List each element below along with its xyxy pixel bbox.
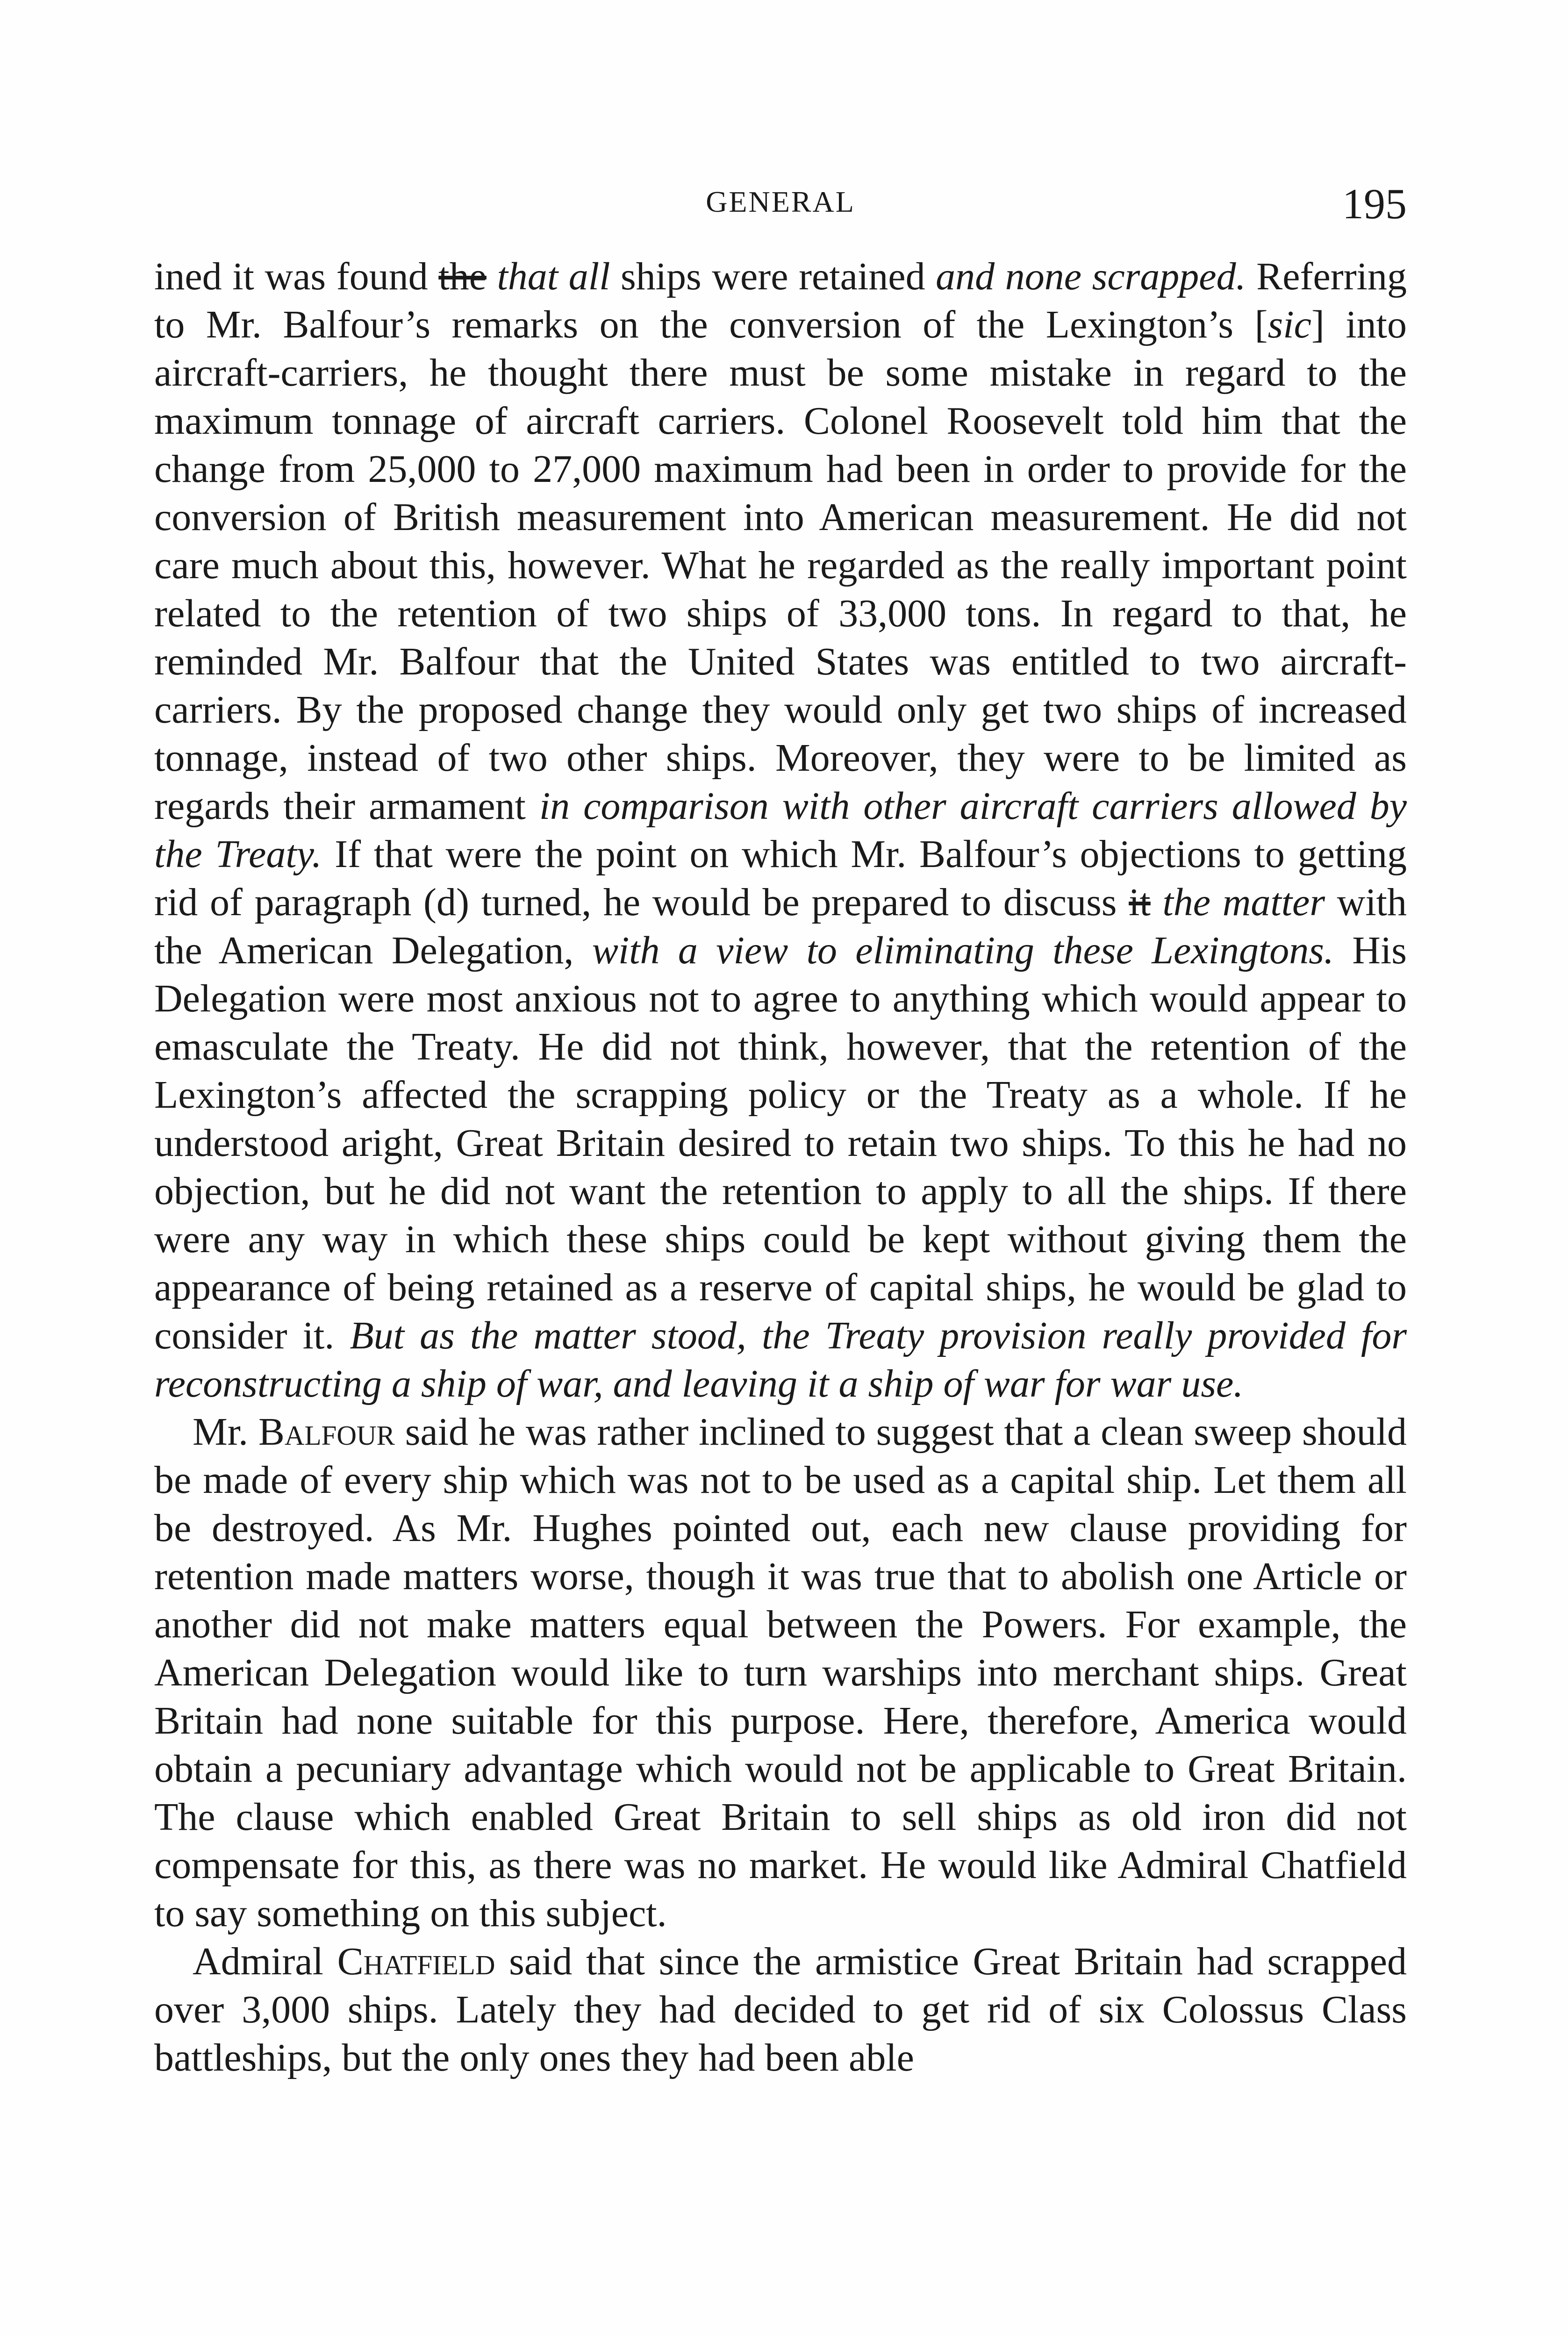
page-number: 195 (1342, 180, 1407, 228)
running-head (154, 180, 1407, 231)
text-run: ] into aircraft-carriers, he thought there must be some mistake in regard to the maximum tonnage of aircraft carriers. Colonel Roosevelt told him that the change from 25,000 to 27,000 maximum had been in order to provide for the conversion of British measurement into American measurement. He did not care much about this, however. What he regarded as the really important point related to the retention of two ships of 33,000 tons. In regard to that, he reminded Mr. Balfour that the United States was entitled to two aircraft-carriers. By the proposed change they would only get two ships of increased tonnage, instead of two other ships. Moreover, they were to be limited as regards their armament (154, 303, 1407, 828)
italic-text: and none scrapped. (936, 255, 1246, 298)
text-run: Referring to Mr. Balfour’s remarks on the conversion of the Lexington’s [ (154, 255, 1407, 346)
text-run: ships were retained (610, 255, 936, 298)
paragraph (154, 1408, 1407, 1937)
text-run: ined it was found (154, 255, 439, 298)
body-text (154, 252, 1407, 2082)
struck-text: it (1129, 881, 1151, 924)
running-title: GENERAL (706, 185, 855, 218)
text-run (487, 255, 497, 298)
struck-text: the (438, 255, 487, 298)
italic-text: with a view to eliminating these Lexingtons. (592, 929, 1334, 972)
paragraph (154, 252, 1407, 1408)
speaker-name: Balfour (258, 1410, 395, 1454)
italic-text: that all (497, 255, 610, 298)
text-run: with the American Delegation, (154, 881, 1407, 972)
speaker-name: Chatfield (337, 1940, 495, 1983)
text-run: His Delegation were most anxious not to agree to anything which would appear to emasculate the Treaty. He did not think, however, that the retention of the Lexington’s affected the scrapping policy or the Treaty as a whole. If he understood aright, Great Britain desired to retain two ships. To this he had no objection, but he did not want the retention to apply to all the ships. If there were any way in which these ships could be kept without giving them the appearance of being retained as a reserve of capital ships, he would be glad to consider it. (154, 929, 1407, 1357)
italic-text: the matter (1162, 881, 1325, 924)
italic-text: But as the matter stood, the Treaty provision really provided for reconstructing a ship of war, and leaving it a ship of war for war use. (154, 1314, 1407, 1405)
text-run: Admiral (193, 1940, 337, 1983)
italic-text: in comparison with other aircraft carriers allowed by the Treaty. (154, 784, 1407, 876)
text-run: If that were the point on which Mr. Balfour’s objections to getting rid of paragraph (d) turned, he would be prepared to discuss (154, 832, 1407, 924)
text-run: Mr. (193, 1410, 258, 1454)
italic-text: sic (1267, 303, 1311, 346)
text-run: said he was rather inclined to suggest that a clean sweep should be made of every ship which was not to be used as a capital ship. Let them all be destroyed. As Mr. Hughes pointed out, each new clause providing for retention made matters worse, though it was true that to abolish one Article or another did not make matters equal between the Powers. For example, the American Delegation would like to turn warships into merchant ships. Great Britain had none suitable for this purpose. Here, therefore, America would obtain a pecuniary advantage which would not be applicable to Great Britain. The clause which enabled Great Britain to sell ships as old iron did not compensate for this, as there was no market. He would like Admiral Chatfield to say something on this subject. (154, 1410, 1407, 1935)
text-run: said that since the armistice Great Britain had scrapped over 3,000 ships. Lately they had decided to get rid of six Colossus Class battleships, but the only ones they had been able (154, 1940, 1407, 2079)
paragraph (154, 1937, 1407, 2082)
text-run (1151, 881, 1163, 924)
